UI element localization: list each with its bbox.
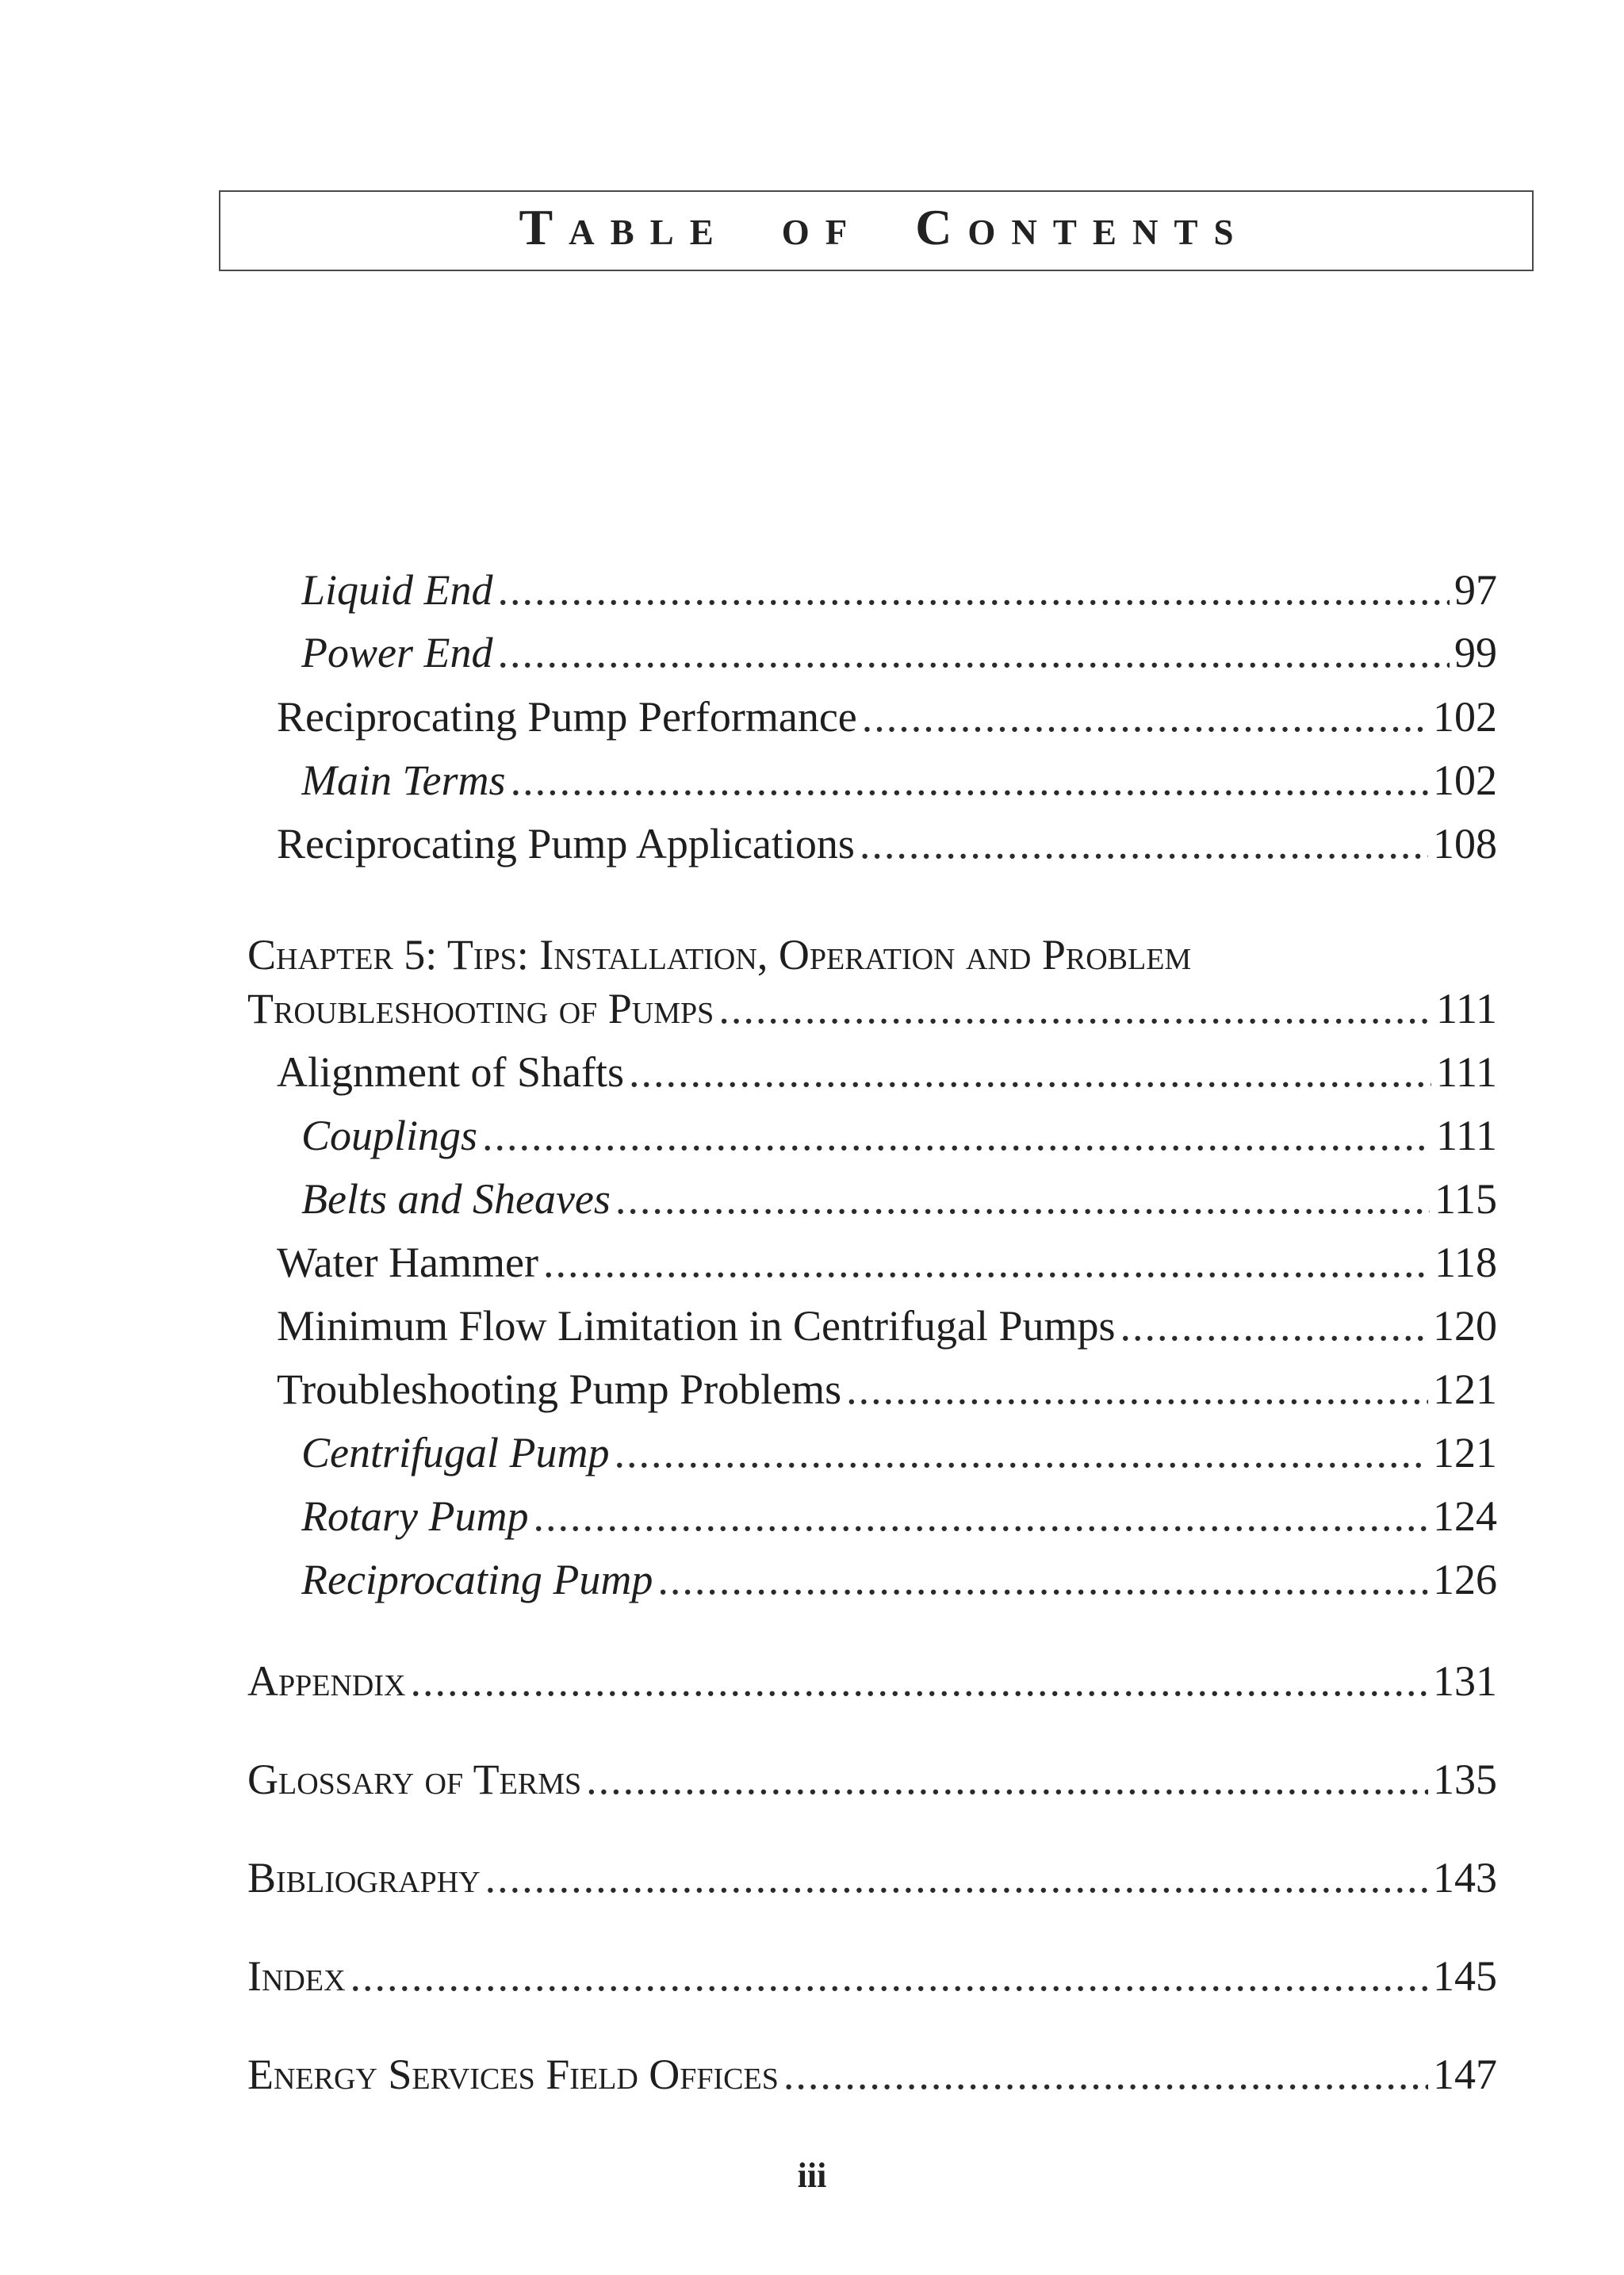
toc-entry-page: 147 [1433,2051,1497,2098]
dot-leader [846,1364,1428,1415]
toc-entry-title: Belts and Sheaves [301,1175,611,1223]
toc-entry-page: 97 [1454,566,1497,614]
toc-entry[interactable] [247,1754,1497,1805]
toc-entry-page: 121 [1433,1429,1497,1476]
toc-entry-page: 111 [1436,1048,1497,1096]
toc-entry-title: Liquid End [301,566,493,614]
toc-entry-title: Reciprocating Pump Applications [277,820,855,867]
toc-entry-title: Reciprocating Pump Performance [277,693,857,741]
toc-entry-page: 111 [1436,985,1497,1032]
dot-leader [482,1110,1431,1161]
dot-leader [497,627,1450,678]
toc-entry-page: 111 [1436,1112,1497,1159]
dot-leader [862,691,1428,742]
toc-entry-page: 99 [1454,629,1497,676]
toc-entry-title: Troubleshooting of Pumps [247,985,714,1032]
toc-entry-title: Minimum Flow Limitation in Centrifugal Pumps [277,1302,1116,1350]
dot-leader [1120,1300,1428,1351]
toc-entry[interactable] [247,1852,1497,1903]
dot-leader [498,565,1450,615]
dot-leader [657,1554,1428,1605]
dot-leader [533,1491,1428,1542]
toc-entry-page: 118 [1434,1239,1497,1286]
toc-entry[interactable] [247,983,1497,1034]
toc-entry-title: Glossary of Terms [247,1756,582,1803]
toc-entry-title: Reciprocating Pump [301,1556,653,1603]
toc-entry-page: 143 [1433,1854,1497,1902]
toc-entry-page: 124 [1433,1492,1497,1540]
toc-entry[interactable] [301,1174,1497,1224]
toc-entry-page: 102 [1433,693,1497,741]
toc-entry-title: Power End [301,629,493,676]
toc-entry-page: 135 [1433,1756,1497,1803]
page-number: iii [797,2156,827,2195]
toc-entry-title: Main Terms [301,756,506,804]
toc-entry[interactable] [301,565,1497,615]
toc-entry-title: Centrifugal Pump [301,1429,610,1476]
toc-entry[interactable] [277,1047,1497,1097]
toc-entry-title: Rotary Pump [301,1492,529,1540]
toc-entry[interactable] [301,755,1497,806]
toc-entry[interactable] [277,1237,1497,1288]
dot-leader [543,1237,1430,1288]
dot-leader [350,1951,1428,2001]
toc-entry-page: 120 [1433,1302,1497,1350]
page-title: Table of Contents [519,199,1250,255]
toc-entry[interactable] [301,1491,1497,1542]
toc-entry-title: Couplings [301,1112,478,1159]
dot-leader [615,1174,1430,1224]
toc-entry-page: 131 [1433,1657,1497,1705]
dot-leader [629,1047,1431,1097]
toc-entry[interactable] [301,1554,1497,1605]
dot-leader [586,1754,1428,1805]
toc-entry[interactable] [277,1300,1497,1351]
toc-entry[interactable] [277,691,1497,742]
toc-entry[interactable] [277,1364,1497,1415]
dot-leader [860,818,1428,869]
toc-entry[interactable] [247,2049,1497,2100]
toc-entry-page: 102 [1433,756,1497,804]
toc-entry[interactable] [277,818,1497,869]
toc-chapter-heading[interactable]: Chapter 5: Tips: Installation, Operation and Problem [247,931,1192,979]
toc-entry-title: Bibliography [247,1854,481,1902]
dot-leader [783,2049,1428,2100]
toc-entry-page: 108 [1433,820,1497,867]
toc-entry[interactable] [301,627,1497,678]
dot-leader [615,1427,1429,1478]
dot-leader [410,1656,1428,1706]
toc-entry-page: 121 [1433,1365,1497,1413]
toc-entry-title: Energy Services Field Offices [247,2051,779,2098]
dot-leader [485,1852,1428,1903]
dot-leader [718,983,1431,1034]
toc-entry-title: Appendix [247,1657,406,1705]
toc-entry[interactable] [247,1656,1497,1706]
toc-entry-title: Index [247,1952,346,2000]
toc-entry-page: 126 [1433,1556,1497,1603]
toc-entry-title: Water Hammer [277,1239,538,1286]
toc-entry-page: 115 [1434,1175,1497,1223]
toc-entry-title: Alignment of Shafts [277,1048,624,1096]
toc-entry[interactable] [247,1951,1497,2001]
toc-entry-page: 145 [1433,1952,1497,2000]
toc-entry-title: Troubleshooting Pump Problems [277,1365,842,1413]
toc-entry[interactable] [301,1110,1497,1161]
dot-leader [511,755,1428,806]
toc-entry[interactable] [301,1427,1497,1478]
